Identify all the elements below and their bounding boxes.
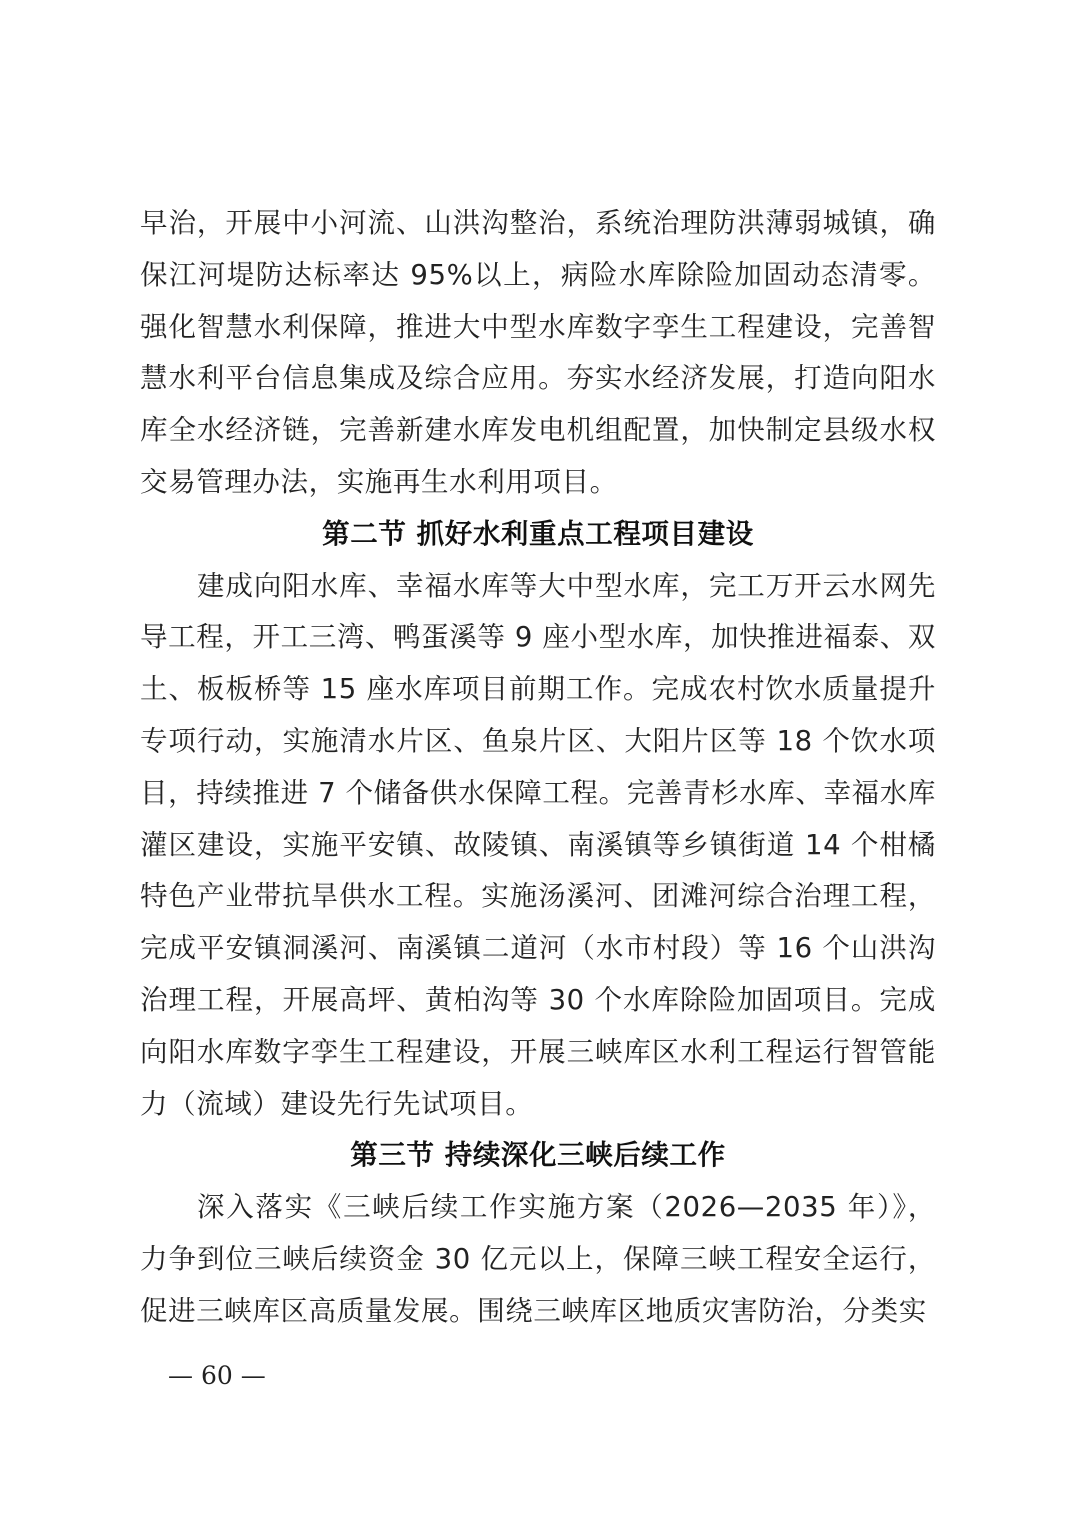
section-2-paragraph: 建成向阳水库、幸福水库等大中型水库，完工万开云水网先导工程，开工三湾、鸭蛋溪等 9 座小型水库，加快推进福泰、双土、板板桥等 15 座水库项目前期工作。完成农村饮水质量提升专项行动，实施清水片区、鱼泉片区、大阳片区等 18 个饮水项目，持续推进 7 个储备供水保障工程。完善青杉水库、幸福水库灌区建设，实施平安镇、故陵镇、南溪镇等乡镇街道 14 个柑橘特色产业带抗旱供水工程。实施汤溪河、团滩河综合治理工程，完成平安镇洞溪河、南溪镇二道河（水市村段）等 16 个山洪沟治理工程，开展高坪、黄柏沟等 30 个水库除险加固项目。完成向阳水库数字孪生工程建设，开展三峡库区水利工程运行智管能力（流域）建设先行先试项目。 bbox=[140, 569, 936, 1120]
paragraph-continued: 早治，开展中小河流、山洪沟整治，系统治理防洪薄弱城镇，确保江河堤防达标率达 95%以上，病险水库除险加固动态清零。强化智慧水利保障，推进大中型水库数字孪生工程建设，完善智慧水利平台信息集成及综合应用。夯实水经济发展，打造向阳水库全水经济链，完善新建水库发电机组配置，加快制定县级水权交易管理办法，实施再生水利用项目。 bbox=[140, 207, 936, 498]
document-body bbox=[140, 198, 936, 1338]
section-3-paragraph: 深入落实《三峡后续工作实施方案（2026—2035 年）》，力争到位三峡后续资金 30 亿元以上，保障三峡工程安全运行，促进三峡库区高质量发展。围绕三峡库区地质灾害防治，分类实 bbox=[140, 1191, 936, 1327]
section-heading-2: 第二节 抓好水利重点工程项目建设 bbox=[322, 517, 754, 550]
section-heading-3: 第三节 持续深化三峡后续工作 bbox=[350, 1139, 726, 1172]
page-number: — 60 — bbox=[168, 1361, 266, 1390]
